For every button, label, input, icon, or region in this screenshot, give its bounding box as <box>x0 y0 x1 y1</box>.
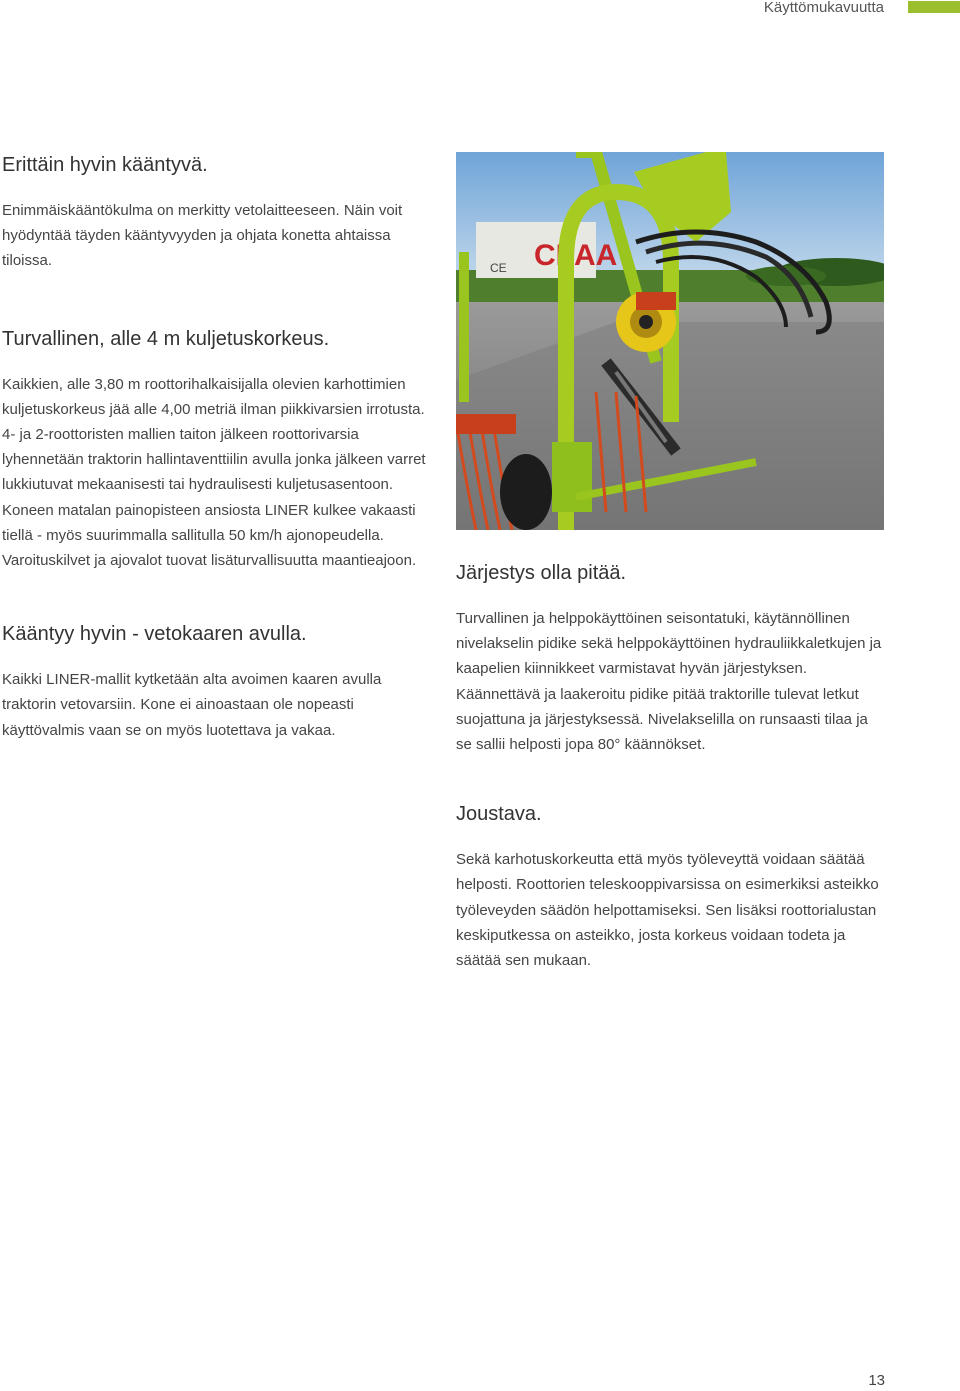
product-photo <box>456 152 884 530</box>
ce-mark: CE <box>490 261 507 275</box>
section-flexible <box>456 799 886 973</box>
section-title: Turvallinen, alle 4 m kuljetuskorkeus. <box>2 327 330 350</box>
brand-text: CLAA <box>534 239 618 272</box>
section-title: Kääntyy hyvin - vetokaaren avulla. <box>2 623 307 646</box>
section-body: Sekä karhotuskorkeutta että myös työleveyttä voidaan säätää helposti. Roottorien teleskooppivarsissa on esimerkiksi asteikko työleveyden säädön helpottamiseksi. Sen lisäksi roottorialustan keskiputkessa on asteikko, josta korkeus voidaan todeta ja säätää sen mukaan. <box>456 851 879 970</box>
right-column <box>456 558 886 973</box>
section-body: Kaikki LINER-mallit kytketään alta avoimen kaaren avulla traktorin vetovarsiin. Kone ei ainoastaan ole nopeasti käyttövalmis vaan se on myös luotettava ja vakaa. <box>2 671 382 739</box>
section-turning <box>2 150 438 274</box>
section-body: Enimmäiskääntökulma on merkitty vetolaitteeseen. Näin voit hyödyntää täyden kääntyvyyden ja ohjata konetta ahtaissa tiloissa. <box>2 202 403 270</box>
page-number: 13 <box>868 1372 885 1389</box>
section-transport-height <box>2 324 438 574</box>
section-label: Käyttömukavuutta <box>763 0 884 16</box>
section-body: Turvallinen ja helppokäyttöinen seisontatuki, käytännöllinen nivelakselin pidike sekä helppokäyttöinen hydrauliikkaletkujen ja kaapelien kiinnikkeet varmistavat hyvän järjestyksen. Käännettävä ja laakeroitu pidike pitää traktorille tulevat letkut suojattuna ja järjestyksessä. Nivelakselilla on runsaasti tilaa ja se sallii helposti jopa 80° käännökset. <box>456 610 882 754</box>
left-column <box>2 150 438 743</box>
section-title: Erittäin hyvin kääntyvä. <box>2 154 208 176</box>
section-drawbar <box>2 619 438 743</box>
section-title: Joustava. <box>456 803 542 826</box>
section-accent-bar <box>908 1 960 13</box>
section-title: Järjestys olla pitää. <box>456 562 627 584</box>
section-order <box>456 558 886 757</box>
section-body: Kaikkien, alle 3,80 m roottorihalkaisijalla olevien karhottimien kuljetuskorkeus jää alle 4,00 metriä ilman piikkivarsien irrotusta. 4- ja 2-roottoristen mallien taiton jälkeen roottorivarsia lyhennetään traktorin hallintaventtiilin avulla jonka jälkeen varret lukkiutuvat mekaanisesti tai hydraulisesti kuljetusasentoon. Koneen matalan painopisteen ansiosta LINER kulkee vakaasti tiellä - myös suurimmalla sallitulla 50 km/h ajonopeudella. Varoituskilvet ja ajovalot tuovat lisäturvallisuutta maantieajoon. <box>2 375 426 570</box>
